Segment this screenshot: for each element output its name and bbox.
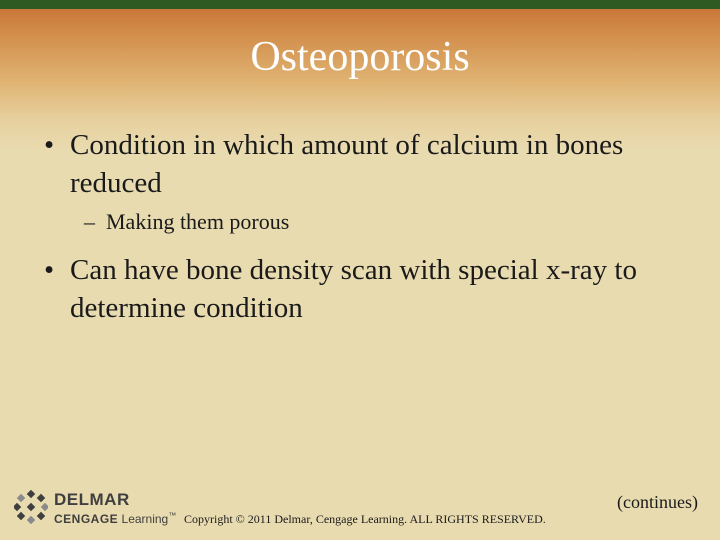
copyright-notice: Copyright © 2011 Delmar, Cengage Learning. ALL RIGHTS RESERVED.	[184, 512, 546, 526]
delmar-cengage-logo	[14, 490, 184, 526]
logo-learning-word: Learning	[118, 512, 169, 526]
bullet-item	[44, 251, 690, 327]
logo-brand-cengage	[54, 509, 176, 526]
bullet-text: Condition in which amount of calcium in bones reduced	[70, 129, 624, 199]
bullet-text: Can have bone density scan with special x-ray to determine condition	[70, 254, 637, 324]
slide-content	[44, 126, 684, 327]
bullet-marker: •	[44, 129, 55, 161]
cengage-logo-mark-icon	[14, 490, 48, 524]
sub-bullet-marker: –	[84, 209, 95, 234]
bullet-item	[44, 126, 650, 202]
top-accent-bar	[0, 0, 720, 9]
logo-trademark: ™	[168, 511, 177, 520]
continues-label: (continues)	[617, 492, 698, 512]
sub-bullet-item	[84, 208, 684, 236]
logo-brand-delmar: DELMAR	[54, 490, 130, 509]
bullet-marker: •	[44, 254, 55, 286]
slide-title: Osteoporosis	[250, 34, 470, 80]
logo-cengage-word: CENGAGE	[54, 512, 119, 526]
sub-bullet-text: Making them porous	[106, 209, 290, 234]
